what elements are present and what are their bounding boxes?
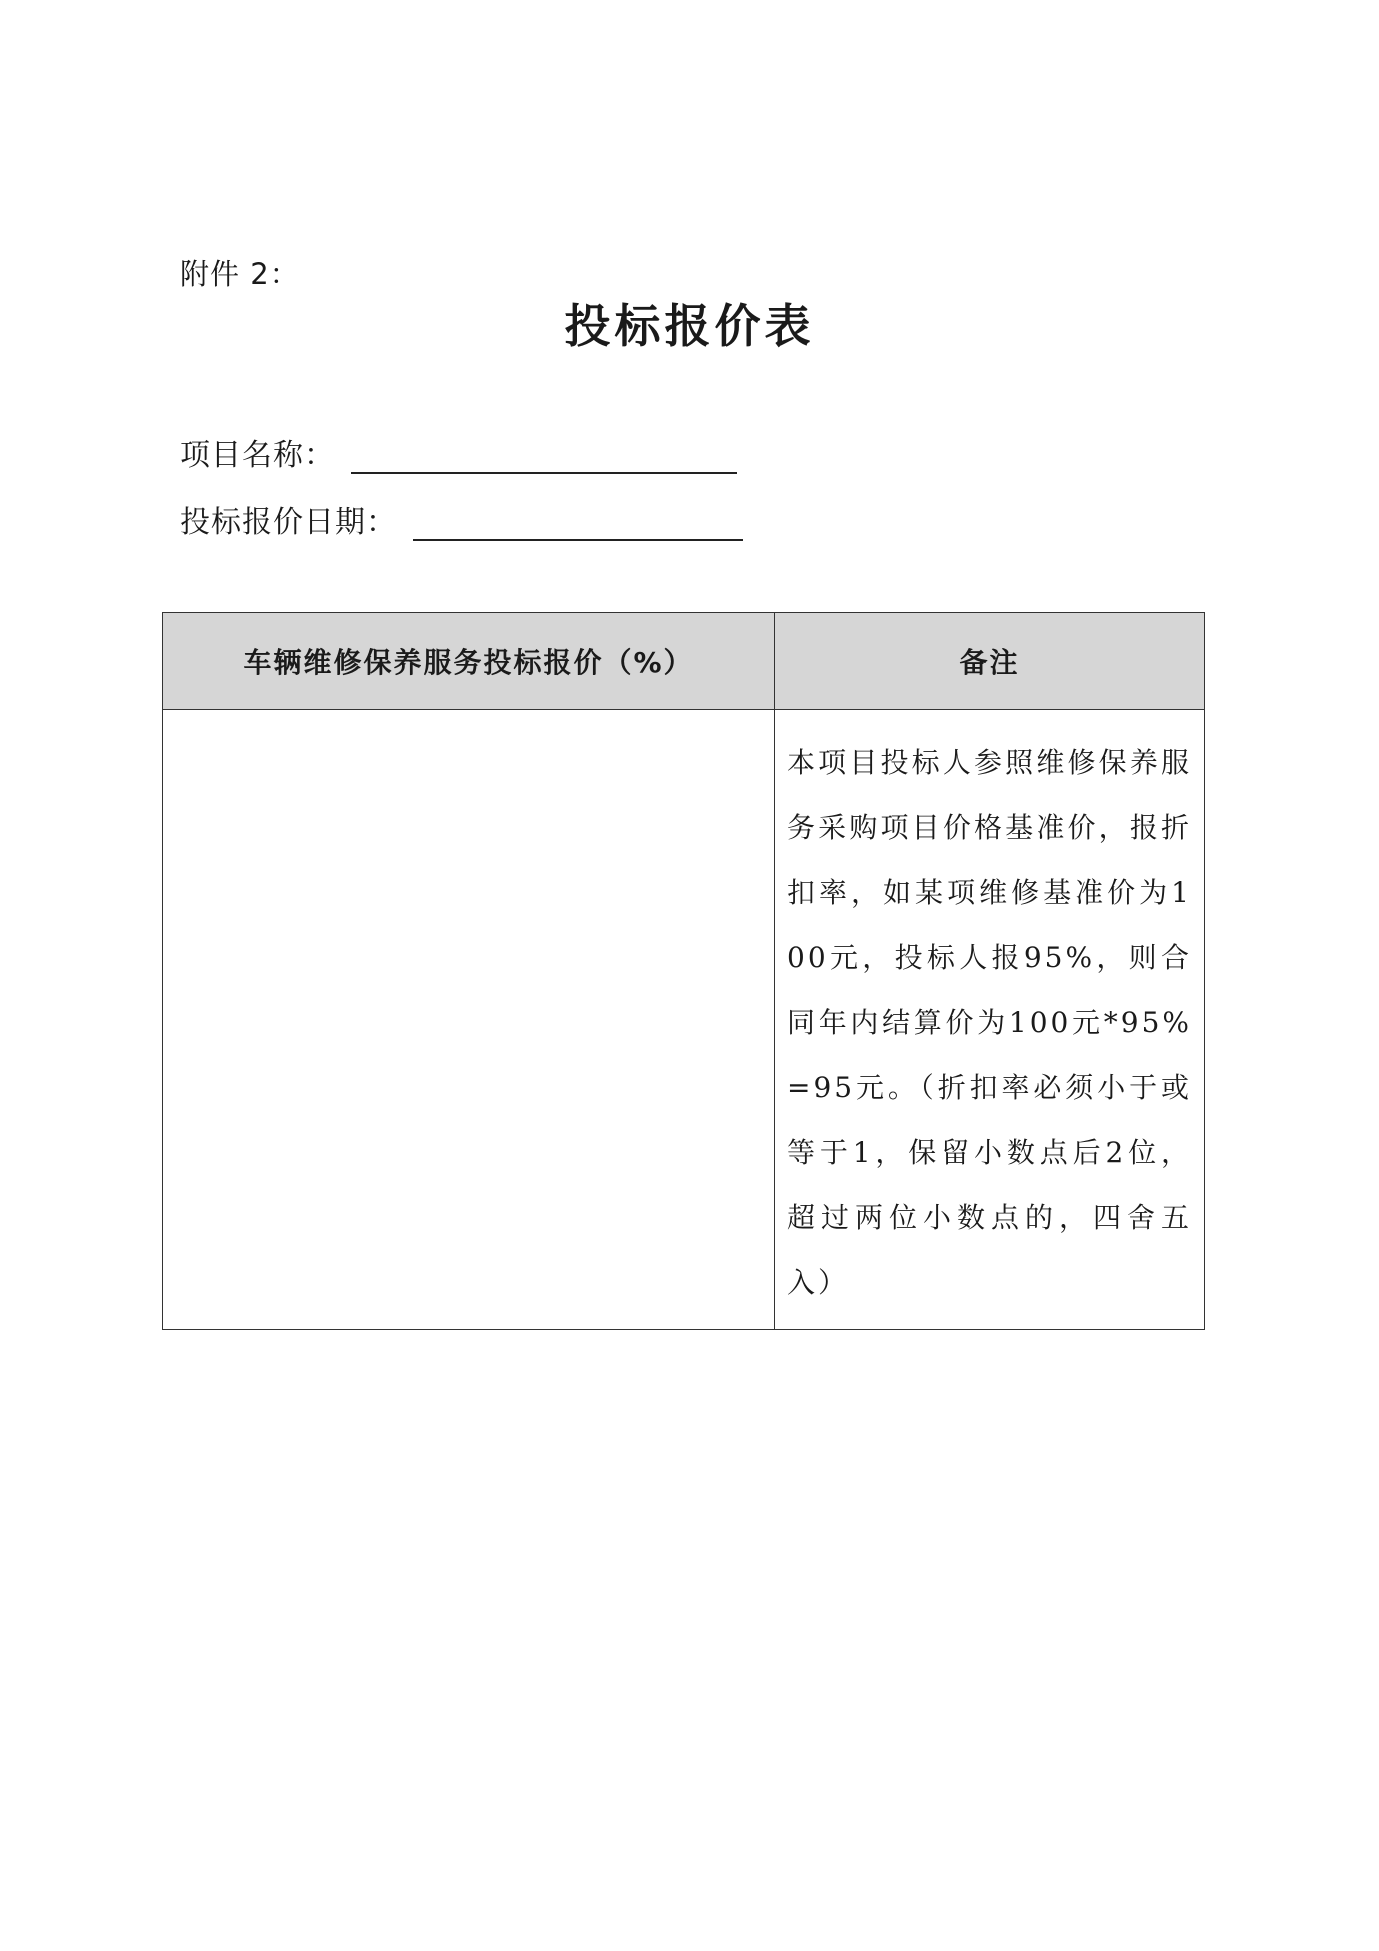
project-name-blank-line xyxy=(351,438,737,474)
table-header-row xyxy=(163,613,1205,710)
document-title: 投标报价表 xyxy=(564,299,815,353)
remarks-column-header: 备注 xyxy=(775,613,1205,710)
project-name-label: 项目名称： xyxy=(180,438,335,473)
table-row xyxy=(163,710,1205,1330)
bid-price-value-cell xyxy=(163,710,775,1330)
remarks-text: 本项目投标人参照维修保养服务采购项目价格基准价，报折扣率，如某项维修基准价为100元，投标人报95%，则合同年内结算价为100元*95%=95元。（折扣率必须小于或等于1，保留小数点后2位，超过两位小数点的，四舍五入） xyxy=(787,746,1192,1299)
project-name-field xyxy=(180,430,737,474)
bid-date-label: 投标报价日期： xyxy=(180,505,397,540)
remarks-cell xyxy=(775,710,1205,1330)
bid-price-table xyxy=(162,612,1205,1330)
bid-date-blank-line xyxy=(413,505,743,541)
bid-price-column-header: 车辆维修保养服务投标报价（%） xyxy=(163,613,775,710)
attachment-label: 附件 2： xyxy=(180,257,300,291)
bid-date-field xyxy=(180,497,743,541)
